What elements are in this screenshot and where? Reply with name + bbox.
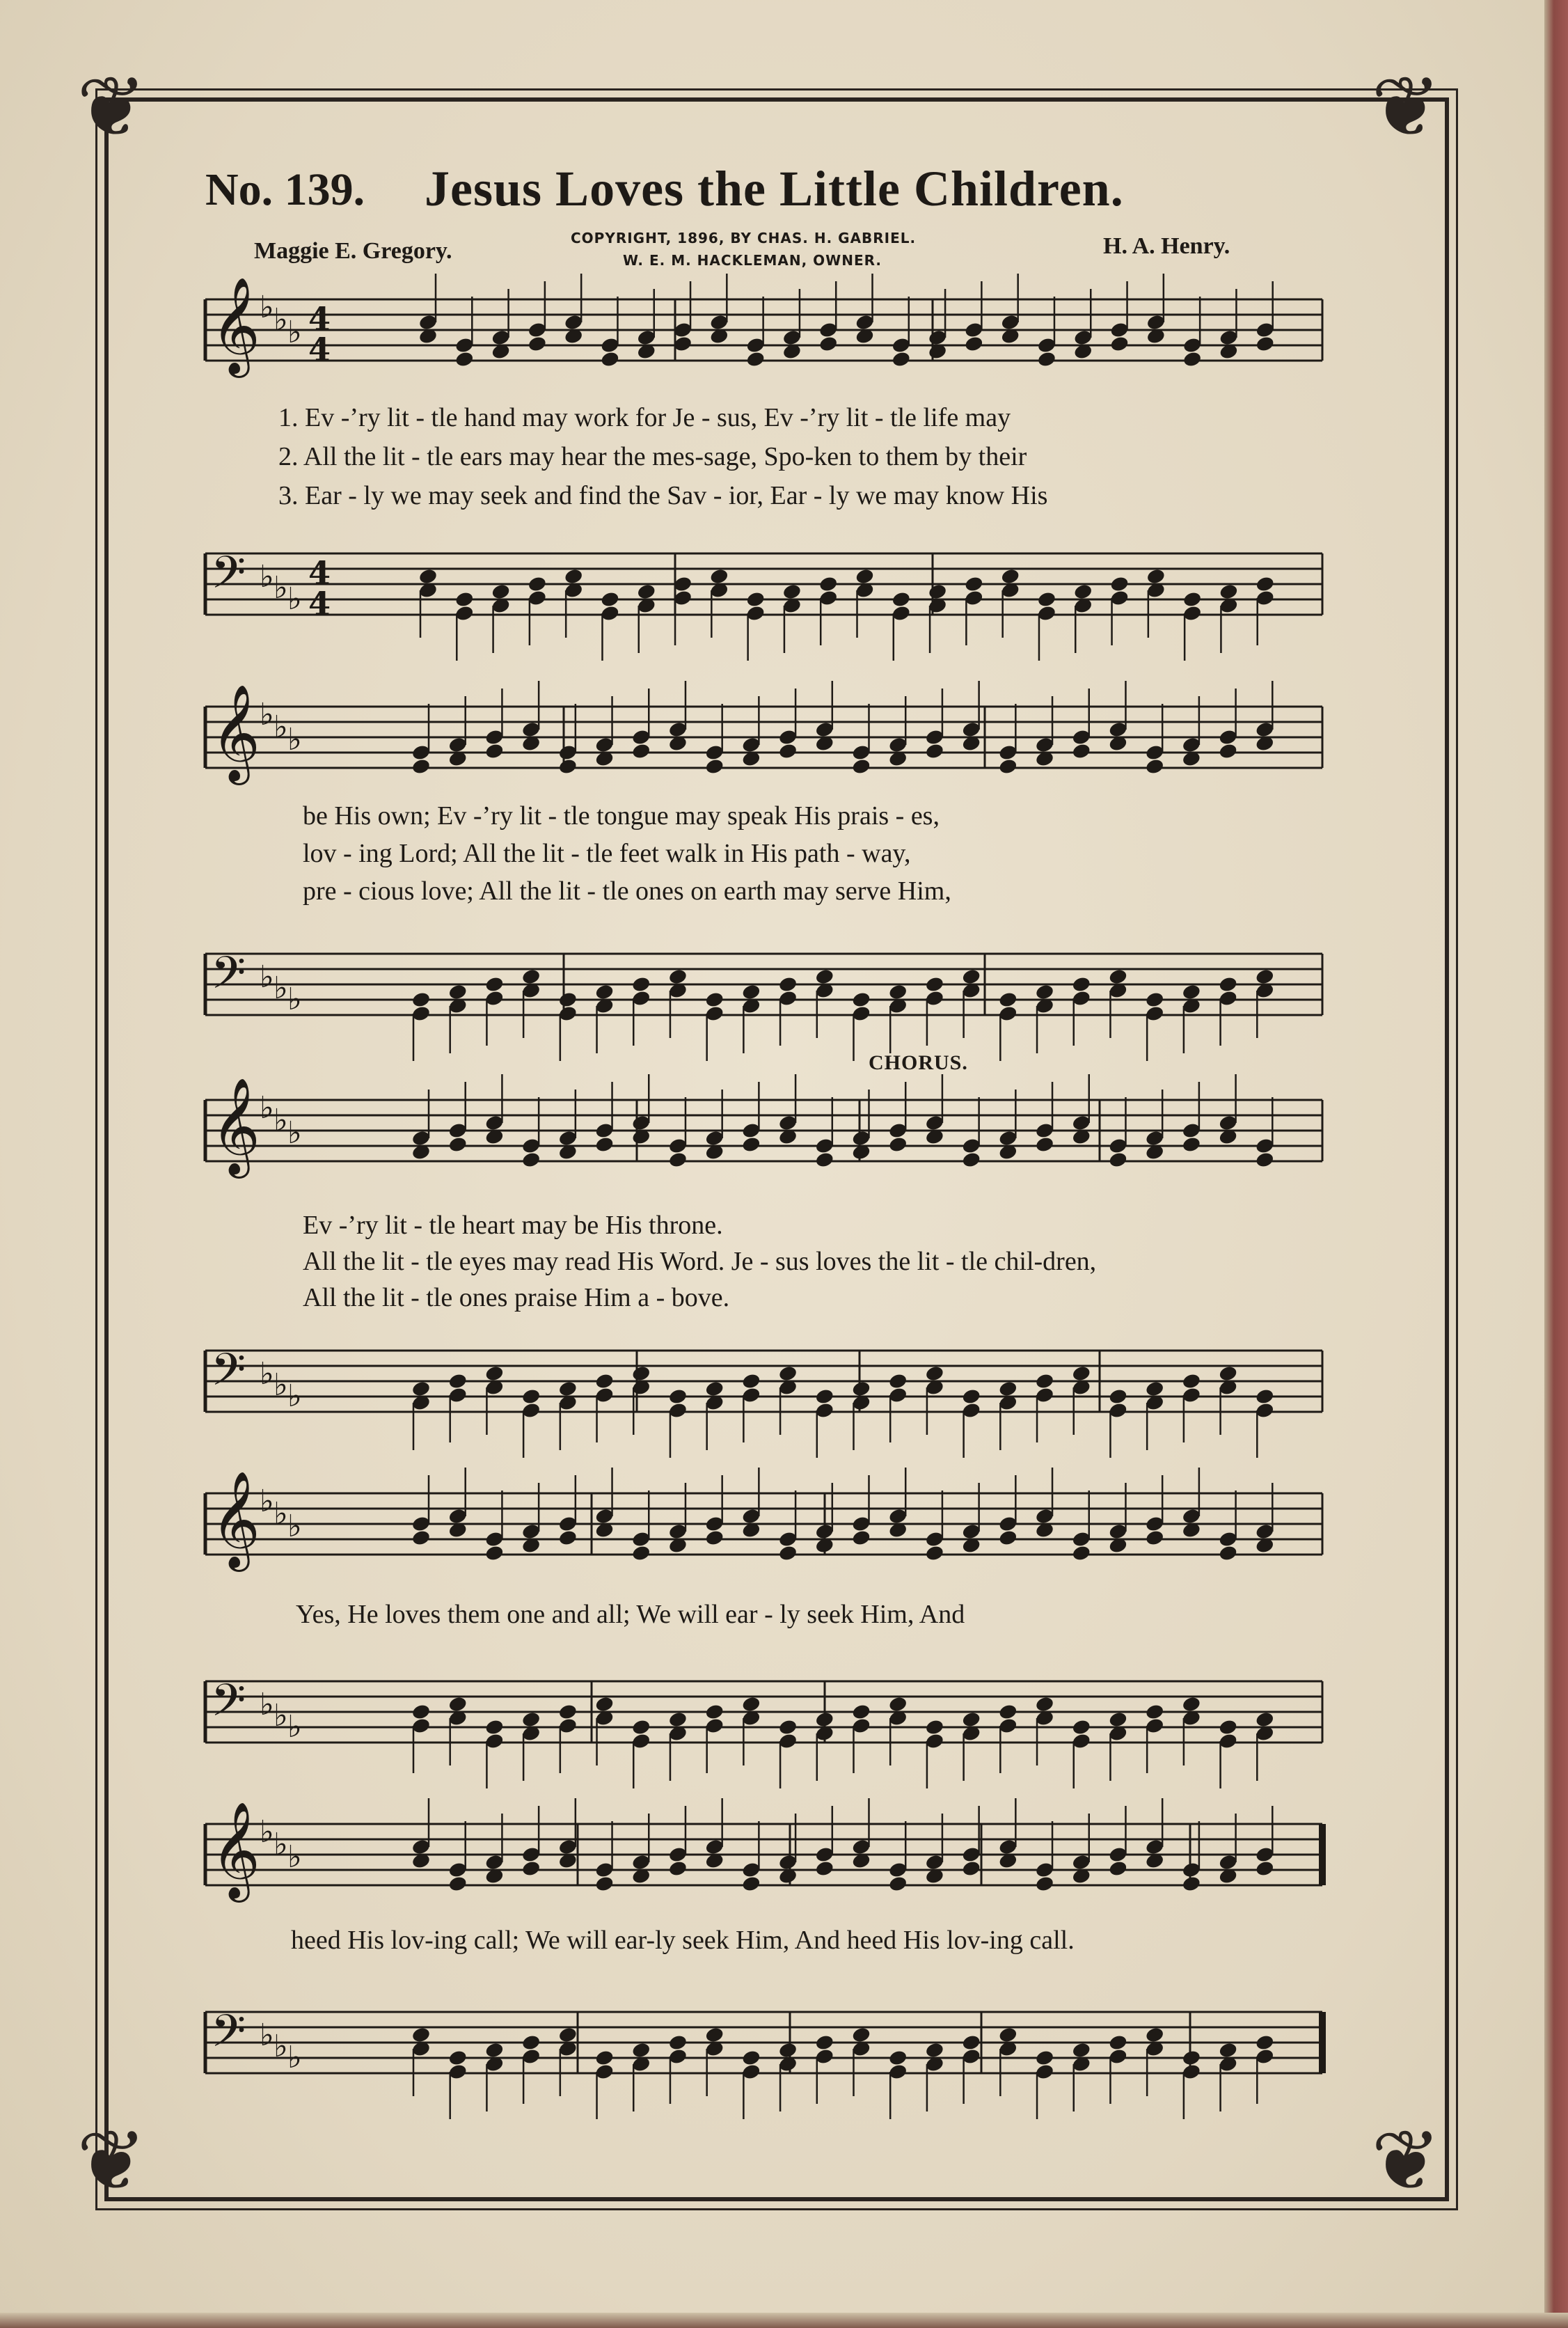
note-head (668, 1151, 688, 1168)
note-head (851, 1380, 871, 1397)
flat-sign: ♭ (260, 959, 274, 995)
note-head (818, 335, 839, 352)
treble-clef: 𝄞 (211, 1802, 260, 1898)
time-signature: 4 (308, 554, 331, 592)
note-head (1145, 1380, 1165, 1397)
note-head (411, 1529, 431, 1546)
flat-sign: ♭ (287, 1709, 302, 1745)
note-head (1073, 583, 1093, 600)
note-head (704, 1380, 724, 1397)
note-head (491, 583, 511, 600)
bass-clef: 𝄢 (211, 2006, 246, 2068)
note-head (998, 757, 1018, 775)
note-head (1182, 590, 1203, 608)
note-head (1071, 1364, 1091, 1382)
hymn-title: Jesus Loves the Little Children. (425, 161, 1124, 217)
flat-sign: ♭ (287, 1839, 302, 1875)
note-head (594, 1372, 615, 1390)
composer: H. A. Henry. (1103, 233, 1230, 259)
note-head (521, 1710, 541, 1728)
note-head (1255, 968, 1275, 985)
note-head (851, 757, 871, 775)
note-head (1108, 1151, 1128, 1168)
note-head (411, 1703, 431, 1720)
note-head (925, 2041, 945, 2059)
note-head (484, 2041, 505, 2059)
note-head (888, 1875, 908, 1892)
note-head (998, 1380, 1018, 1397)
note-head (521, 1151, 541, 1168)
note-head (521, 968, 541, 985)
note-head (814, 2034, 834, 2051)
note-head (594, 2049, 615, 2066)
treble-clef: 𝄞 (211, 1471, 260, 1568)
note-head (1071, 742, 1091, 760)
note-head (851, 1529, 871, 1546)
note-head (1219, 583, 1239, 600)
note-head (1145, 1703, 1165, 1720)
note-head (1108, 1710, 1128, 1728)
note-head (782, 583, 802, 600)
flat-sign: ♭ (260, 1484, 274, 1519)
note-head (741, 1695, 761, 1713)
note-head (1182, 983, 1202, 1000)
bass-clef: 𝄢 (211, 547, 246, 610)
flat-sign: ♭ (287, 1509, 302, 1544)
note-head (778, 975, 798, 993)
lyric-line: be His own; Ev -’ry lit - tle tongue may speak His prais - es, (303, 801, 940, 831)
chorus-label: CHORUS. (869, 1051, 968, 1074)
note-head (668, 968, 688, 985)
note-head (891, 350, 911, 368)
note-head (1000, 567, 1020, 585)
note-head (961, 1859, 981, 1877)
note-head (778, 1544, 798, 1562)
note-head (961, 1710, 981, 1728)
note-head (814, 1387, 834, 1405)
note-head (636, 583, 656, 600)
lyric-line: Ev -’ry lit - tle heart may be His throne. (303, 1211, 723, 1240)
lyric-line: All the lit - tle eyes may read His Word. Je - sus loves the lit - tle chil-dren, (303, 1247, 1097, 1276)
note-head (709, 567, 729, 585)
hymn-number: No. 139. (205, 164, 365, 215)
note-head (818, 575, 839, 592)
note-head (411, 2026, 431, 2043)
note-head (1218, 1544, 1238, 1562)
note-head (484, 975, 505, 993)
lyric-line: heed His lov-ing call; We will ear-ly seek Him, And heed His lov-ing call. (291, 1926, 1075, 1955)
note-head (557, 1529, 578, 1546)
bass-clef: 𝄢 (211, 1344, 246, 1407)
note-head (448, 1135, 468, 1153)
note-head (1145, 757, 1165, 775)
copyright-line-2: W. E. M. HACKLEMAN, OWNER. (623, 252, 882, 269)
note-head (1182, 1695, 1202, 1713)
note-head (1218, 975, 1238, 993)
note-head (925, 975, 945, 993)
note-head (998, 991, 1018, 1008)
note-head (1035, 1695, 1055, 1713)
treble-clef: 𝄞 (211, 684, 260, 781)
note-head (741, 1372, 761, 1390)
note-head (1108, 2034, 1128, 2051)
flat-sign: ♭ (274, 1827, 288, 1862)
bass-clef: 𝄢 (211, 1675, 246, 1738)
flat-sign: ♭ (260, 1090, 274, 1126)
note-head (704, 1529, 724, 1546)
note-head (668, 2034, 688, 2051)
note-head (1218, 2041, 1238, 2059)
note-head (557, 1380, 578, 1397)
time-signature: 4 (308, 585, 331, 622)
flat-sign: ♭ (274, 709, 288, 745)
note-head (851, 991, 871, 1008)
note-head (1108, 968, 1128, 985)
note-head (998, 1703, 1018, 1720)
note-head (418, 567, 438, 585)
note-head (704, 1703, 724, 1720)
note-head (668, 1710, 688, 1728)
note-head (668, 1387, 688, 1405)
note-head (814, 968, 834, 985)
note-head (961, 968, 981, 985)
note-head (1182, 350, 1203, 368)
note-head (1182, 2049, 1202, 2066)
lyric-line: pre - cious love; All the lit - tle ones on earth may serve Him, (303, 876, 951, 906)
note-head (851, 1703, 871, 1720)
note-head (778, 742, 798, 760)
note-head (631, 1544, 651, 1562)
note-head (888, 1695, 908, 1713)
flat-sign: ♭ (260, 1356, 274, 1392)
note-head (1071, 975, 1091, 993)
lyric-line: 2. All the lit - tle ears may hear the mes-sage, Spo-ken to them by their (278, 442, 1027, 471)
note-head (814, 1151, 834, 1168)
note-head (1255, 1151, 1275, 1168)
time-signature: 4 (308, 300, 331, 338)
note-head (778, 1364, 798, 1382)
note-head (594, 1875, 615, 1892)
note-head (521, 1387, 541, 1405)
note-head (1109, 575, 1130, 592)
note-head (964, 575, 984, 592)
note-head (704, 991, 724, 1008)
flat-sign: ♭ (274, 1496, 288, 1532)
note-head (557, 2026, 578, 2043)
flat-sign: ♭ (287, 982, 302, 1017)
flat-sign: ♭ (274, 1698, 288, 1733)
note-head (1145, 991, 1165, 1008)
note-head (778, 1718, 798, 1736)
note-head (1218, 742, 1238, 760)
flat-sign: ♭ (274, 302, 288, 338)
note-head (528, 335, 548, 352)
flat-sign: ♭ (287, 1378, 302, 1414)
note-head (778, 2041, 798, 2059)
time-signature: 4 (308, 331, 331, 368)
note-head (814, 1710, 834, 1728)
note-head (961, 1387, 981, 1405)
lyric-line: 1. Ev -’ry lit - tle hand may work for Je - sus, Ev -’ry lit - tle life may (278, 403, 1011, 432)
note-head (745, 350, 766, 368)
note-head (631, 975, 651, 993)
note-head (484, 742, 505, 760)
note-head (631, 742, 651, 760)
note-head (1255, 575, 1275, 592)
flat-sign: ♭ (274, 1103, 288, 1138)
note-head (484, 1718, 505, 1736)
note-head (961, 1151, 981, 1168)
note-head (891, 590, 911, 608)
flat-sign: ♭ (260, 1814, 274, 1850)
flat-sign: ♭ (274, 2029, 288, 2064)
note-head (631, 2041, 651, 2059)
flat-sign: ♭ (287, 2040, 302, 2075)
flat-sign: ♭ (287, 581, 302, 617)
note-head (594, 1695, 615, 1713)
note-head (448, 1695, 468, 1713)
note-head (704, 757, 724, 775)
note-head (594, 1135, 615, 1153)
note-head (528, 575, 548, 592)
note-head (998, 2026, 1018, 2043)
note-head (1255, 335, 1275, 352)
note-head (855, 567, 875, 585)
flat-sign: ♭ (260, 697, 274, 732)
corner-ornament-top-right: ❦ (1371, 59, 1441, 156)
lyric-line: 3. Ear - ly we may seek and find the Sav - ior, Ear - ly we may know His (278, 481, 1048, 510)
flat-sign: ♭ (260, 290, 274, 325)
note-head (741, 1875, 761, 1892)
note-head (1071, 1718, 1091, 1736)
note-head (448, 1372, 468, 1390)
note-head (1145, 2026, 1165, 2043)
note-head (1145, 1529, 1165, 1546)
note-head (600, 590, 620, 608)
note-head (1035, 1372, 1055, 1390)
note-head (411, 991, 431, 1008)
note-head (925, 1364, 945, 1382)
note-head (1035, 1135, 1055, 1153)
note-head (1108, 1387, 1128, 1405)
note-head (1035, 983, 1055, 1000)
lyricist: Maggie E. Gregory. (254, 238, 452, 264)
note-head (928, 583, 948, 600)
note-head (600, 350, 620, 368)
note-head (851, 2026, 871, 2043)
note-head (1255, 1387, 1275, 1405)
flat-sign: ♭ (287, 1115, 302, 1151)
note-head (1182, 1135, 1202, 1153)
note-head (484, 1544, 505, 1562)
note-head (888, 2049, 908, 2066)
flat-sign: ♭ (260, 2018, 274, 2053)
note-head (454, 350, 475, 368)
note-head (557, 757, 578, 775)
note-head (925, 1718, 945, 1736)
note-head (1035, 2049, 1055, 2066)
treble-clef: 𝄞 (211, 1078, 260, 1174)
flat-sign: ♭ (274, 1367, 288, 1403)
note-head (1037, 590, 1057, 608)
note-head (411, 757, 431, 775)
treble-clef: 𝄞 (211, 277, 260, 374)
note-head (1218, 1364, 1238, 1382)
bass-clef: 𝄢 (211, 947, 246, 1010)
corner-ornament-bottom-left: ❦ (77, 2113, 147, 2210)
note-head (1218, 1718, 1238, 1736)
note-head (704, 2026, 724, 2043)
note-head (1255, 1859, 1275, 1877)
corner-ornament-bottom-right: ❦ (1371, 2113, 1441, 2210)
note-head (1109, 335, 1130, 352)
note-head (814, 1859, 834, 1877)
copyright-line-1: COPYRIGHT, 1896, BY CHAS. H. GABRIEL. (571, 230, 917, 246)
note-head (888, 983, 908, 1000)
note-head (1037, 350, 1057, 368)
note-head (557, 1703, 578, 1720)
note-head (448, 1875, 468, 1892)
flat-sign: ♭ (260, 559, 274, 595)
note-head (631, 1718, 651, 1736)
lyric-line: All the lit - tle ones praise Him a - bove. (303, 1283, 730, 1312)
note-head (964, 335, 984, 352)
note-head (741, 983, 761, 1000)
corner-ornament-top-left: ❦ (77, 59, 147, 156)
note-head (961, 2034, 981, 2051)
note-head (454, 590, 475, 608)
note-head (521, 1859, 541, 1877)
note-head (888, 1372, 908, 1390)
note-head (741, 2049, 761, 2066)
note-head (1255, 2034, 1275, 2051)
note-head (888, 1135, 908, 1153)
note-head (564, 567, 584, 585)
flat-sign: ♭ (274, 570, 288, 606)
note-head (1182, 1372, 1202, 1390)
note-head (745, 590, 766, 608)
note-head (925, 742, 945, 760)
note-head (448, 983, 468, 1000)
flat-sign: ♭ (287, 315, 302, 350)
note-head (741, 1135, 761, 1153)
flat-sign: ♭ (274, 970, 288, 1006)
note-head (411, 1380, 431, 1397)
note-head (1071, 1544, 1091, 1562)
note-head (594, 983, 615, 1000)
note-head (1071, 2041, 1091, 2059)
flat-sign: ♭ (260, 1687, 274, 1722)
note-head (448, 2049, 468, 2066)
note-head (1255, 1710, 1275, 1728)
note-head (521, 2034, 541, 2051)
note-head (631, 1364, 651, 1382)
note-head (484, 1364, 505, 1382)
note-head (557, 991, 578, 1008)
note-head (1146, 567, 1166, 585)
note-head (668, 1859, 688, 1877)
note-head (1182, 1875, 1202, 1892)
note-head (1035, 1875, 1055, 1892)
flat-sign: ♭ (287, 722, 302, 757)
note-head (998, 1529, 1018, 1546)
lyric-line: lov - ing Lord; All the lit - tle feet walk in His path - way, (303, 839, 911, 868)
note-head (1108, 1859, 1128, 1877)
lyric-line: Yes, He loves them one and all; We will ear - ly seek Him, And (296, 1600, 965, 1629)
note-head (925, 1544, 945, 1562)
